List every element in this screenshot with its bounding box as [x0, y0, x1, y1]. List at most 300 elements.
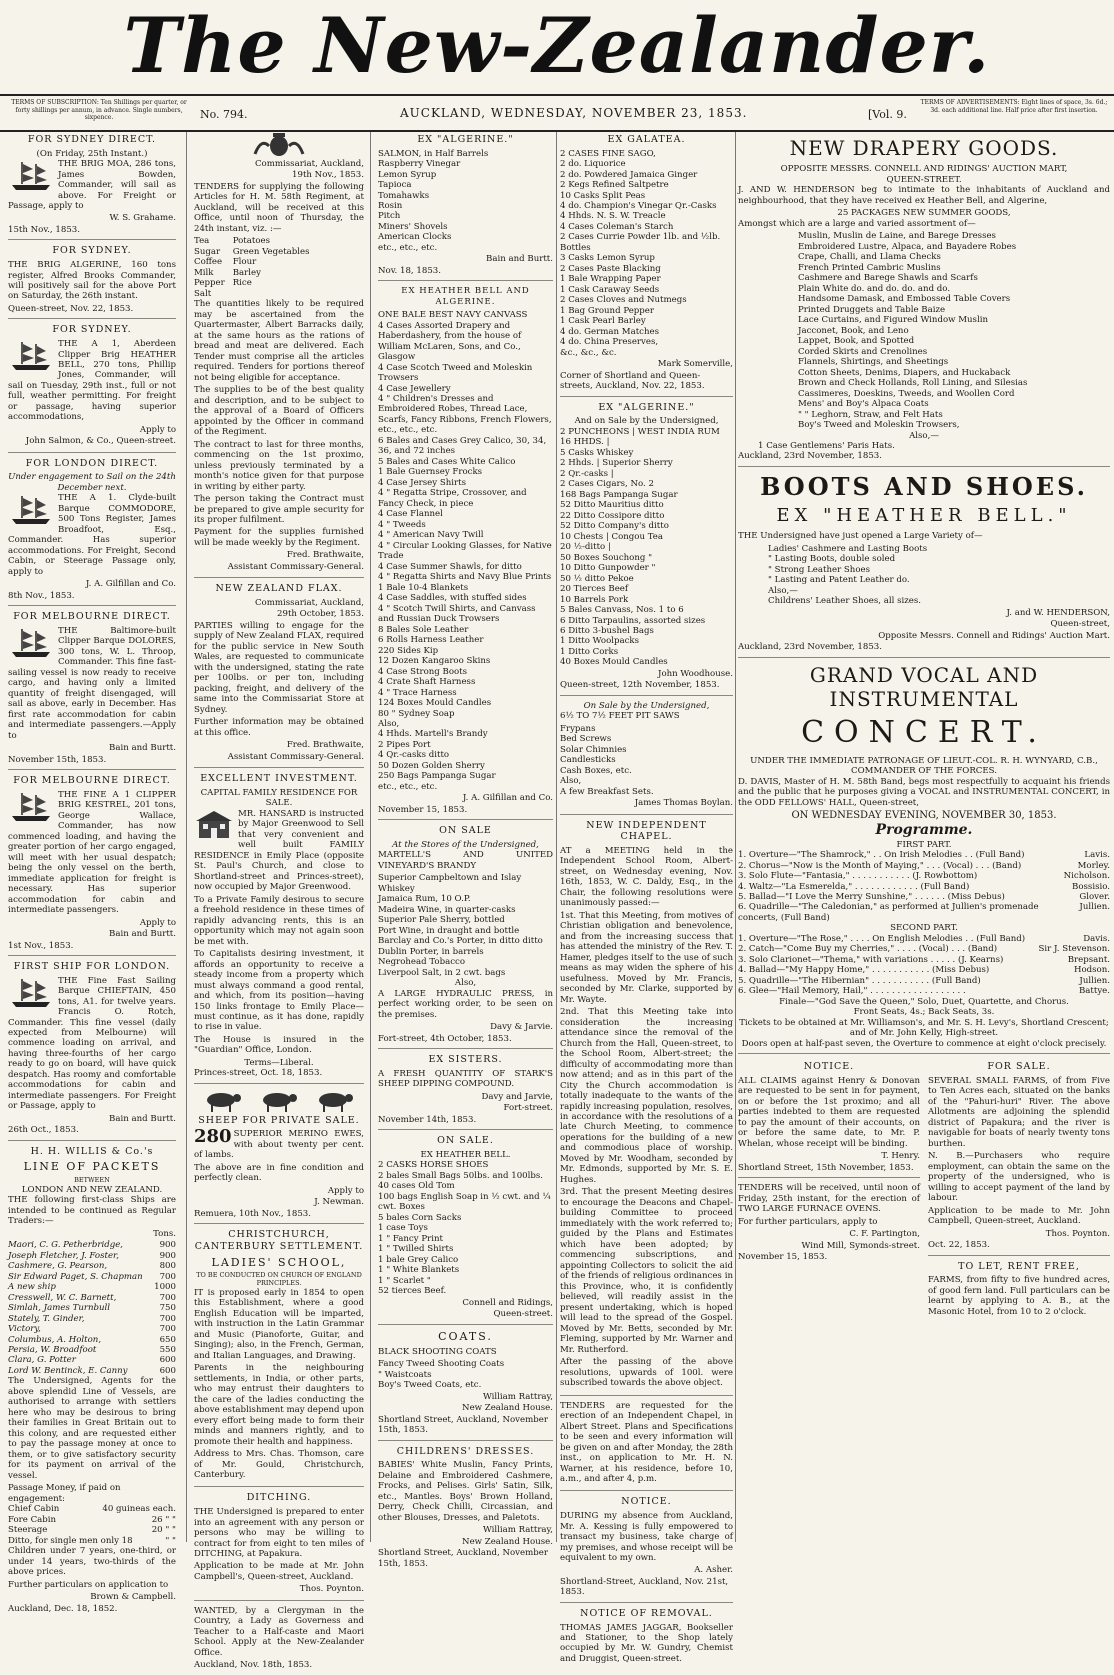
advert-commissariat-tenders: [194, 132, 364, 578]
advert-body: 6½ TO 7½ FEET PIT SAWS: [560, 711, 680, 722]
goods-item: 4 Hhds. Martell's Brandy: [378, 729, 488, 740]
advert-date: 15th Nov., 1853.: [8, 224, 80, 235]
advert-heading: EX HEATHER BELL AND ALGERINE.: [401, 286, 530, 307]
goods-item: Cash Boxes, etc.: [560, 765, 632, 776]
ship-entry: [8, 1314, 176, 1324]
programme-composer: Glover.: [1079, 891, 1110, 902]
goods-item: Frypans: [560, 723, 596, 734]
goods-item: 52 tierces Beef.: [378, 1286, 447, 1297]
advert-signature: Davy & Jarvie.: [490, 1022, 553, 1033]
concert-tickets: Tickets to be obtained at Mr. Williamson's, and Mr. S. H. Levy's, Shortland Crescent; and of Mr. John Kelly, High-street.: [739, 1017, 1109, 1039]
advert-sydney-heather-bell: [8, 324, 176, 452]
goods-item: " " Leghorn, Straw, and Felt Hats: [798, 409, 943, 420]
goods-item: Candlesticks: [560, 755, 616, 766]
ship-icon: [8, 976, 54, 1010]
goods-item: 2 Cases Cloves and Nutmegs: [560, 295, 687, 306]
tender-item: Sugar: [194, 246, 221, 257]
ship-entry: [8, 1324, 176, 1334]
advert-signature: Mark Somerville,: [657, 359, 733, 370]
advert-sydney-algerine: [8, 245, 176, 319]
goods-item: 2 do. Liquorice: [560, 159, 626, 170]
column-rule: [735, 132, 736, 1542]
ship-icon: [8, 159, 54, 193]
advert-signature: J. A. Gilfillan and Co.: [462, 793, 553, 804]
advert-to-let: [928, 1261, 1110, 1324]
goods-item: Printed Druggets and Table Baize: [798, 304, 946, 315]
goods-item: 4 " Regatta Shirts and Navy Blue Prints: [378, 572, 552, 583]
advert-body: IT is proposed early in 1854 to open this Establishment, where a good English Education will be imparted, with instruction in the Latin Grammar and Music (Pianoforte, Guitar, and Singing); also, in the French, German, and Italian Languages, and Drawing.: [194, 1287, 364, 1361]
advert-signature: Queen-street.: [493, 1308, 553, 1319]
advert-body: N. B.—Purchasers who require employment, can obtain the same on the property of the undersigned, who is willing to accept payment of the land by labour.: [928, 1151, 1110, 1204]
tender-items-right: [233, 236, 310, 299]
programme-piece: 6. Glee—"Hail Memory, Hail," . . . . . . . . . . . . . . . . . .: [738, 986, 966, 997]
goods-item: 80 " Sydney Soap: [378, 708, 455, 719]
ship-entry: [8, 1293, 176, 1303]
goods-item: Also,—: [768, 585, 798, 596]
fare-entry: [8, 1536, 176, 1546]
advert-heading: FOR SYDNEY DIRECT.: [27, 134, 157, 145]
advert-date: Princes-street, Oct. 18, 1853.: [194, 1068, 323, 1079]
column-rule: [370, 132, 371, 1542]
advert-date: 8th Nov., 1853.: [8, 590, 75, 601]
goods-item: Negrohead Tobacco: [378, 957, 466, 968]
goods-item: Port Wine, in draught and bottle: [378, 925, 520, 936]
advert-subheading: QUEEN-STREET.: [886, 174, 962, 185]
advert-signature: Brown & Campbell.: [90, 1592, 176, 1603]
advert-subheading: CAPITAL FAMILY RESIDENCE FOR SALE.: [200, 787, 358, 809]
advert-date: Shortland Street, Auckland, November 15th, 1853.: [378, 1414, 548, 1436]
advert-heading: EX "ALGERINE.": [417, 134, 514, 145]
goods-item: 1 Bale 10-4 Blankets: [378, 582, 469, 593]
advert-body: THE BRIG ALGERINE, 160 tons register, Alfred Brooks Commander, will positively sail for the above Port on Saturday, the 26th instant.: [8, 260, 176, 302]
advert-heading: EX SISTERS.: [428, 1054, 503, 1066]
goods-item: 4 Cases Coleman's Starch: [560, 221, 674, 232]
programme-item: [738, 892, 1110, 902]
goods-item: Lace Curtains, and Figured Window Muslin: [798, 315, 988, 326]
advert-body: ALL CLAIMS against Henry & Donovan are requested to be sent in for payment, on or before the 1st proximo; and all parties indebted to them are requested to pay the amount of their accounts, on or before the same date, to Mr. P. Whelan, whose receipt will be binding.: [738, 1075, 920, 1149]
goods-item: 4 Case Scotch Tweed and Moleskin Trowsers: [378, 362, 533, 384]
goods-item: Raspberry Vinegar: [378, 159, 461, 170]
goods-item: 5 Bales Canvass, Nos. 1 to 6: [560, 605, 684, 616]
advert-heading: NEW INDEPENDENT CHAPEL.: [586, 819, 707, 843]
advert-date: Shortland Street, Auckland, November 15th, 1853.: [378, 1548, 548, 1569]
goods-item: 4 Case Flannel: [378, 509, 443, 520]
goods-item: Superior Pale Sherry, bottled: [378, 915, 505, 926]
advert-signature: J. A. Gilfillan and Co.: [85, 579, 176, 590]
goods-item: Rosin: [378, 201, 403, 211]
advert-body: To a Private Family desirous to secure a freehold residence in these times of rapidly advancing rents, this is an opportunity which may not again soon be met with.: [194, 894, 364, 947]
goods-item: 2 Cases Currie Powder 1lb. and ½lb. Bottles: [560, 232, 721, 253]
goods-item: 1 Ditto Woolpacks: [560, 636, 640, 647]
advert-signature: C. F. Partington,: [849, 1229, 920, 1240]
advert-governess-wanted: [194, 1606, 364, 1675]
goods-item: &c., &c., &c.: [560, 347, 617, 358]
goods-item: 1 " Scarlet ": [378, 1275, 431, 1286]
goods-item: 16 HHDS. |: [560, 437, 610, 448]
programme-item: [738, 850, 1110, 860]
programme-piece: 5. Ballad—"I Love the Merry Sunshine," . . . . . . (Miss Debus): [738, 891, 1005, 902]
advert-signature: James Thomas Boylan.: [634, 798, 733, 809]
advert-body: THE following first-class Ships are intended to be continued as Regular Traders:—: [8, 1195, 176, 1227]
advert-melbourne-kestrel: [8, 775, 176, 956]
programme-composer: Sir J. Stevenson.: [1038, 944, 1110, 955]
advert-subheading: And on Sale by the Undersigned,: [574, 416, 719, 427]
tender-item: Salt: [194, 288, 212, 299]
advert-body: Amongst which are a large and varied assortment of—: [738, 218, 976, 229]
ship-name: Victory,: [8, 1324, 41, 1335]
advert-new-drapery: [738, 136, 1110, 467]
goods-item: Lemon Syrup: [378, 169, 437, 180]
ship-icon: [8, 626, 54, 660]
column-2: [194, 132, 365, 1671]
goods-item: 1 bale Grey Calico: [378, 1254, 459, 1265]
advert-body: TENDERS will be received, until noon of Friday, 25th instant, for the erection of TWO LARGE FURNACE OVENS.: [738, 1183, 920, 1215]
advert-subheading: Commissariat, Auckland,: [254, 597, 364, 608]
goods-item: 4 " Circular Looking Glasses, for Native Trade: [378, 540, 552, 562]
programme-composer: Lavis.: [1084, 850, 1110, 861]
goods-list: [378, 1359, 553, 1390]
fare-entry: [8, 1504, 176, 1514]
advert-signature: William Rattray,: [482, 1525, 553, 1536]
advert-body: THOMAS JAMES JAGGAR, Bookseller and Stationer, to the Shop lately occupied by Mr. W. Gundry, Chemist and Druggist, Queen-street.: [560, 1622, 733, 1664]
goods-item: 4 " American Navy Twill: [378, 530, 484, 541]
masthead-title: The New-Zealander.: [123, 1, 991, 90]
advert-heading: DITCHING.: [246, 1492, 312, 1504]
goods-item: 2 do. Powdered Jamaica Ginger: [560, 169, 698, 180]
advert-ex-galatea: [560, 134, 733, 397]
sheep-icon: [199, 1089, 359, 1113]
programme-composer: Battye.: [1078, 986, 1110, 997]
goods-item: 4 Qr.-casks ditto: [378, 750, 450, 761]
advert-body: FARMS, from fifty to five hundred acres, of good fern land. Full particulars can be learnt by applying to A. B., at the Masonic Hotel, from 10 to 2 o'clock.: [928, 1275, 1110, 1317]
programme-item: [738, 934, 1110, 944]
programme-item: [738, 955, 1110, 965]
advert-body: THE Undersigned is prepared to enter into an agreement with any person or persons who may be willing to contract for from eight to ten miles of DITCHING, at Papakura.: [194, 1507, 364, 1559]
goods-item: Liverpool Salt, in 2 cwt. bags: [378, 967, 506, 978]
fare-label: Fore Cabin: [8, 1514, 57, 1525]
goods-item: Pitch: [378, 211, 401, 222]
goods-item: 1 Ditto Corks: [560, 646, 619, 657]
ship-tons: 1000: [154, 1282, 176, 1293]
goods-item: 4 Case Jersey Shirts: [378, 477, 466, 488]
goods-item: Tomahawks: [378, 190, 430, 201]
advert-terms: Terms—Liberal.: [244, 1057, 314, 1068]
advert-evening: ON WEDNESDAY EVENING, NOVEMBER 30, 1853.: [791, 810, 1057, 822]
advert-subheading: LADIES' SCHOOL,: [211, 1255, 347, 1269]
programme-piece: 6. Quadrille—"The Caledonian," as performed at Jullien's promenade concerts, (Full Band): [738, 902, 1039, 923]
goods-item: 2 PUNCHEONS | WEST INDIA RUM: [560, 426, 720, 437]
programme-item: [738, 944, 1110, 954]
advert-body: THE A 1. Clyde-built Barque COMMODORE, 500 Tons Register, James Broadfoot, Esq., Commander. Has superior accommodations. For Freight, Second Cabin, or Steerage Passage only, apply to: [8, 493, 176, 577]
advert-subheading: TO BE CONDUCTED ON CHURCH OF ENGLAND PRINCIPLES.: [196, 1270, 362, 1287]
goods-item: 1 case Toys: [378, 1223, 428, 1234]
advert-body: The above are in fine condition and perfectly clean.: [194, 1162, 364, 1184]
goods-item: 6 Rolls Harness Leather: [378, 635, 484, 646]
programme-item: [738, 871, 1110, 881]
goods-item: 1 Bag Ground Pepper: [560, 305, 654, 316]
concert-seats: Front Seats, 4s.; Back Seats, 3s.: [853, 1007, 995, 1018]
advert-subheading: BETWEEN: [74, 1175, 110, 1184]
goods-item: 4 do. German Matches: [560, 326, 660, 337]
advert-body: TENDERS for supplying the following Articles for H. M. 58th Regiment, at Auckland, will be received at this Office, until noon of Thursday, the 24th instant, viz. :—: [194, 181, 364, 234]
advert-body: THE BRIG MOA, 286 tons, James Bowden, Commander, will sail as above. For Freight or Passage, apply to: [8, 159, 176, 211]
advert-subheading: Under engagement to Sail on the 24th December next.: [8, 472, 176, 493]
programme-item: [738, 902, 1110, 923]
programme-composer: Bossisio.: [1072, 881, 1110, 892]
advert-heading: NOTICE OF REMOVAL.: [580, 1607, 713, 1619]
goods-item: Corded Skirts and Crenolines: [798, 346, 928, 357]
royal-arms-icon: [249, 132, 309, 158]
advert-body: 2nd. That this Meeting take into consideration the increasing attendance since the removal of the Church from the Hall, Queen-street, to the School Room, Albert-street; the difficulty of accommodating more than now attend; and as in this part of the City the Church accommodation is totally inadequate to the wants of the rapidly increasing population, resolves, in accordance with the resolutions of a late Church Meeting, to commence operations for the building of a new and commodious place of worship. Moved by Mr. Woodham, seconded by Mr. Edmonds, supported by Mr. S. E. Hughes.: [560, 1007, 733, 1185]
goods-item: 2 Pipes Port: [378, 739, 431, 750]
programme-heading: Programme.: [875, 822, 973, 839]
advert-ditching: [194, 1492, 364, 1600]
advert-notice-asher: [560, 1496, 733, 1602]
advert-subheading: At the Stores of the Undersigned,: [392, 839, 539, 850]
terms-of-advertisements: TERMS OF ADVERTISEMENTS: Eight lines of space, 3s. 6d.; 3d. each additional line. Half price after first insertion.: [920, 99, 1108, 114]
goods-item: French Printed Cambric Muslins: [798, 262, 941, 273]
ship-name: Simlah, James Turnbull: [8, 1303, 111, 1314]
ship-entry: [8, 1345, 176, 1355]
advert-body: The Undersigned, Agents for the above splendid Line of Vessels, are authorised to arrange with settlers here who may be desirous to bring their families in Great Britain out to this colony, and are requested either to pay the passage money at once to them, or to give satisfactory security for its payment on arrival of the vessel.: [8, 1376, 176, 1481]
fare-label: Ditto, for single men only 18: [8, 1535, 133, 1546]
advert-signature: New Zealand House.: [462, 1403, 553, 1414]
advert-heading: CHILDRENS' DRESSES.: [396, 1445, 535, 1457]
advert-horse-shoes: [378, 1135, 553, 1325]
advert-small-farms: [928, 1061, 1110, 1255]
advert-also: Also,: [454, 978, 477, 989]
advert-body: THE Undersigned have just opened a Large Variety of—: [738, 531, 983, 542]
goods-item: 4 Crate Shaft Harness: [378, 677, 476, 688]
ship-name: A new ship: [8, 1282, 56, 1293]
programme-list: [738, 850, 1110, 923]
advert-heading: LINE OF PACKETS: [23, 1160, 161, 1174]
advert-date: Shortland Street, 15th November, 1853.: [738, 1162, 914, 1173]
advert-subheading: OPPOSITE MESSRS. CONNELL AND RIDINGS' AUCTION MART,: [780, 164, 1068, 175]
goods-item: 2 bales Small Bags 50lbs. and 100lbs.: [378, 1170, 544, 1181]
advert-subheading: Commissariat, Auckland,: [254, 159, 364, 169]
advert-heading: EX "ALGERINE.": [598, 401, 695, 413]
goods-item: Miners' Shovels: [378, 221, 448, 232]
issue-number: No. 794.: [200, 108, 248, 121]
advert-coats: [378, 1330, 553, 1440]
goods-item: 1 Bale Wrapping Paper: [560, 274, 661, 285]
advert-on-sale-stores: [378, 825, 553, 1049]
advert-date: Remuera, 10th Nov., 1853.: [194, 1208, 312, 1219]
volume-number: [Vol. 9.: [868, 108, 907, 121]
ship-icon: [8, 790, 54, 824]
goods-item: " Lasting Boots, double soled: [768, 554, 896, 565]
advert-pit-saws: [560, 701, 733, 815]
advert-date: 26th Oct., 1853.: [8, 1125, 79, 1136]
goods-item: 2 Cases Cigars, No. 2: [560, 479, 654, 490]
goods-item: 10 Chests | Congou Tea: [560, 531, 663, 542]
advert-signature: Bain and Burtt.: [109, 929, 176, 940]
tons-label: Tons.: [153, 1228, 176, 1239]
goods-item: 4 do. Champion's Vinegar Qr.-Casks: [560, 201, 717, 211]
programme-part: SECOND PART.: [890, 923, 958, 934]
goods-item: 1 Cask Pearl Barley: [560, 316, 646, 327]
advert-body: A FRESH QUANTITY OF STARK'S SHEEP DIPPING COMPOUND.: [378, 1068, 553, 1090]
advert-ladies-school: [194, 1229, 364, 1487]
programme-piece: 2. Chorus—"Now is the Month of Maying," . . . (Vocal) . . . (Band): [738, 860, 1022, 871]
column-5: [738, 132, 1110, 1544]
advert-heading: TO LET, RENT FREE,: [958, 1260, 1080, 1272]
ship-list: [8, 1240, 176, 1376]
goods-item: 4 Case Summer Shawls, for ditto: [378, 561, 522, 572]
goods-item: Madeira Wine, in quarter-casks: [378, 904, 516, 915]
ship-entry: [8, 1303, 176, 1313]
fare-entry: [8, 1515, 176, 1525]
goods-item: 1 " White Blankets: [378, 1265, 460, 1276]
programme-part: FIRST PART.: [896, 839, 952, 850]
programme-piece: 5. Quadrille—"The Hibernian" . . . . . . . . . . . (Full Band): [738, 975, 981, 986]
advert-body: MARTELL'S AND UNITED VINEYARD'S BRANDY: [378, 850, 553, 871]
programme-composer: Jullien.: [1079, 975, 1110, 986]
advert-date: Auckland, Nov. 18th, 1853.: [194, 1660, 313, 1671]
ship-icon: [8, 339, 54, 373]
advert-signature: Apply to: [139, 424, 176, 435]
goods-item: 1 Bale Guernsey Frocks: [378, 467, 483, 478]
column-1: [8, 132, 176, 1614]
advert-body: Further particulars on application to: [8, 1579, 169, 1590]
advert-signature: Bain and Burtt.: [109, 1113, 176, 1124]
goods-item: 12 Dozen Kangaroo Skins: [378, 656, 491, 667]
goods-item: 2 CASKS HORSE SHOES: [378, 1160, 489, 1171]
ship-tons: 600: [159, 1365, 176, 1376]
goods-list: [378, 310, 553, 792]
advert-signature: Assistant Commissary-General.: [227, 751, 364, 762]
goods-item: Cotton Sheets, Denims, Diapers, and Huckaback: [798, 367, 1011, 378]
advert-date: Oct. 22, 1853.: [928, 1240, 990, 1251]
advert-signature: John Woodhouse.: [658, 668, 733, 679]
goods-item: 2 Kegs Refined Saltpetre: [560, 180, 669, 191]
goods-item: 2 Hhds. | Superior Sherry: [560, 458, 673, 469]
goods-list: [378, 873, 553, 978]
advert-body: J. AND W. HENDERSON beg to intimate to the inhabitants of Auckland and neighbourhood, that they have received ex Heather Bell, and Algerine,: [738, 185, 1110, 206]
goods-item: Mens' and Boy's Alpaca Coats: [798, 399, 929, 410]
goods-item: 168 Bags Pampanga Sugar: [560, 489, 678, 500]
goods-item: 4 do. China Preserves,: [560, 337, 659, 348]
advert-signature: Fred. Brathwaite,: [286, 740, 364, 751]
advert-signature: Fred. Brathwaite,: [286, 550, 364, 561]
advert-heading: FOR LONDON DIRECT.: [25, 457, 159, 469]
tender-item: Barley: [232, 267, 261, 278]
programme-composer: Hodson.: [1073, 965, 1110, 976]
goods-item: Lappet, Book, and Spotted: [798, 336, 915, 347]
goods-list: [560, 149, 733, 359]
tender-item: Rice: [232, 278, 252, 289]
advert-ex-heather-bell-algerine: [378, 286, 553, 820]
ship-entry: [8, 1355, 176, 1365]
goods-item: Cassimeres, Doeskins, Tweeds, and Woollen Cord: [798, 388, 1015, 399]
advert-date: Shortland-Street, Auckland, Nov. 21st, 1853.: [560, 1576, 729, 1598]
column-5-bottom: [738, 1059, 1110, 1328]
ship-tons: 900: [159, 1240, 176, 1251]
goods-item: Cashmere and Barege Shawls and Scarfs: [798, 273, 978, 284]
advert-signature: Bain and Burtt.: [109, 743, 176, 754]
goods-item: 1 " Fancy Print: [378, 1233, 443, 1244]
ship-icon: [8, 493, 54, 527]
advert-body: THE Fine Fast Sailing Barque CHIEFTAIN, 450 tons, A1. for twelve years. Francis O. Rotch, Commander. This fine vessel (daily expected from Melbourne) will commence loading on arrival, and having three-fourths of her cargo ready to go on board, will have quick despatch. Has roomy and comfortable accommodations for cabin and intermediate passengers. For Freight or Passage, apply to: [8, 975, 176, 1112]
advert-body: Further information may be obtained at this office.: [194, 717, 364, 738]
goods-item: 6 Bales and Cases Grey Calico, 30, 34, 36, and 72 inches: [378, 435, 547, 457]
advert-body: Application to be made at Mr. John Campbell's, Queen-street, Auckland.: [194, 1561, 364, 1582]
programme-composer: Brepsant.: [1067, 954, 1110, 965]
advert-date: November 15, 1853.: [378, 804, 468, 815]
goods-item: " Waistcoats: [378, 1369, 432, 1380]
advert-body: Children under 7 years, one-third, or under 14 years, two-thirds of the above prices.: [8, 1546, 176, 1578]
advert-date: Auckland, 23rd November, 1853.: [738, 451, 883, 462]
column-rule: [186, 132, 187, 1542]
advert-concert: [738, 663, 1110, 1055]
fare-heading: Passage Money, if paid on engagement:: [8, 1483, 121, 1504]
fare-value: 26 " ": [151, 1514, 176, 1525]
goods-item: 20 ½-ditto |: [560, 542, 611, 553]
ship-name: Persia, W. Broadfoot: [8, 1345, 97, 1355]
advert-signature: New Zealand House.: [462, 1536, 553, 1547]
goods-item: Plain White do. and do. do. and do.: [798, 283, 951, 294]
programme-piece: 2. Catch—"Come Buy my Cherries," . . . . (Vocal) . . . (Band): [738, 944, 998, 955]
advert-signature: John Salmon, & Co., Queen-street.: [25, 436, 176, 447]
ship-name: Joseph Fletcher, J. Foster,: [8, 1250, 119, 1261]
programme-item: [738, 986, 1110, 996]
advert-subheading: 29th October, 1853.: [277, 609, 364, 620]
column-3: [378, 132, 553, 1569]
ship-tons: 800: [159, 1261, 176, 1272]
ship-entry: [8, 1335, 176, 1345]
dateline: [0, 94, 1114, 132]
goods-item: 2 Qr.-casks |: [560, 468, 614, 479]
ship-entry: [8, 1366, 176, 1376]
goods-item: 100 bags English Soap in ½ cwt. and ¼ cwt. Boxes: [378, 1191, 551, 1213]
goods-item: 3 Casks Lemon Syrup: [560, 253, 655, 264]
advert-sheep: [194, 1089, 364, 1224]
goods-list: [378, 149, 553, 254]
goods-item: Ladies' Cashmere and Lasting Boots: [768, 543, 928, 554]
goods-item: SALMON, in Half Barrels: [378, 148, 489, 159]
ship-name: Lord W. Bentinck, E. Canny: [8, 1365, 128, 1376]
goods-item: 8 Bales Sole Leather: [378, 624, 469, 635]
advert-heading: FOR SYDNEY.: [52, 245, 132, 257]
advert-sydney-moa: [8, 134, 176, 240]
programme-piece: 1. Overture—"The Shamrock," . . On Irish Melodies . . (Full Band): [738, 850, 1025, 861]
advert-independent-chapel: [560, 820, 733, 1396]
advert-notice-removal: [560, 1608, 733, 1671]
advert-date: November 14th, 1853.: [378, 1114, 477, 1125]
goods-item: Handsome Damask, and Embossed Table Covers: [798, 294, 1011, 305]
advert-body: A LARGE HYDRAULIC PRESS, in perfect working order, to be seen on the premises.: [378, 988, 553, 1020]
advert-signature: Bain and Burtt.: [486, 254, 553, 265]
advert-heading: CONCERT.: [801, 715, 1047, 751]
advert-body: The supplies to be of the best quality and description, and to be subject to the approval of a Board of Officers appointed by the Officer in command of the Regiment.: [194, 385, 364, 438]
advert-body: D. DAVIS, Master of H. M. 58th Band, begs most respectfully to acquaint his friends and the public that he purposes giving a VOCAL and INSTRUMENTAL CONCERT, in the ODD FELLOWS' HALL, Queen-street,: [738, 776, 1110, 808]
advert-body: BABIES' White Muslin, Fancy Prints, Delaine and Embroidered Cashmere, Frocks, and Pelises. Girls' Satin, Silk, etc., Mantles. Boys' Brown Holland, Derry, Check Chilli, Circassian, and other Blouses, Dresses, and Paletots.: [378, 1460, 553, 1523]
advert-body: The quantities likely to be required may be ascertained from the Quartermaster, Albert Barracks daily, at the same hours as the rations of bread and meat are delivered. Each Tender must comprise all the articles required. Tenders for portions thereof not being eligible for acceptance.: [194, 299, 364, 383]
ship-tons: 750: [159, 1303, 176, 1314]
goods-item: Boy's Tweed and Moleskin Trowsers,: [798, 420, 960, 431]
ship-entry: [8, 1251, 176, 1261]
programme-piece: 1. Overture—"The Rose," . . . . On English Melodies . . (Full Band): [738, 933, 1026, 944]
bottom-right-column: [928, 1059, 1110, 1328]
advert-packages: 25 PACKAGES NEW SUMMER GOODS,: [837, 208, 1011, 219]
column-4: [560, 132, 733, 1664]
advert-london-chieftain: [8, 961, 176, 1141]
programme-item: [738, 882, 1110, 892]
advert-date: Nov. 18, 1853.: [378, 265, 441, 276]
advert-date: Fort-street, 4th October, 1853.: [378, 1033, 512, 1044]
ship-entry: [8, 1261, 176, 1271]
